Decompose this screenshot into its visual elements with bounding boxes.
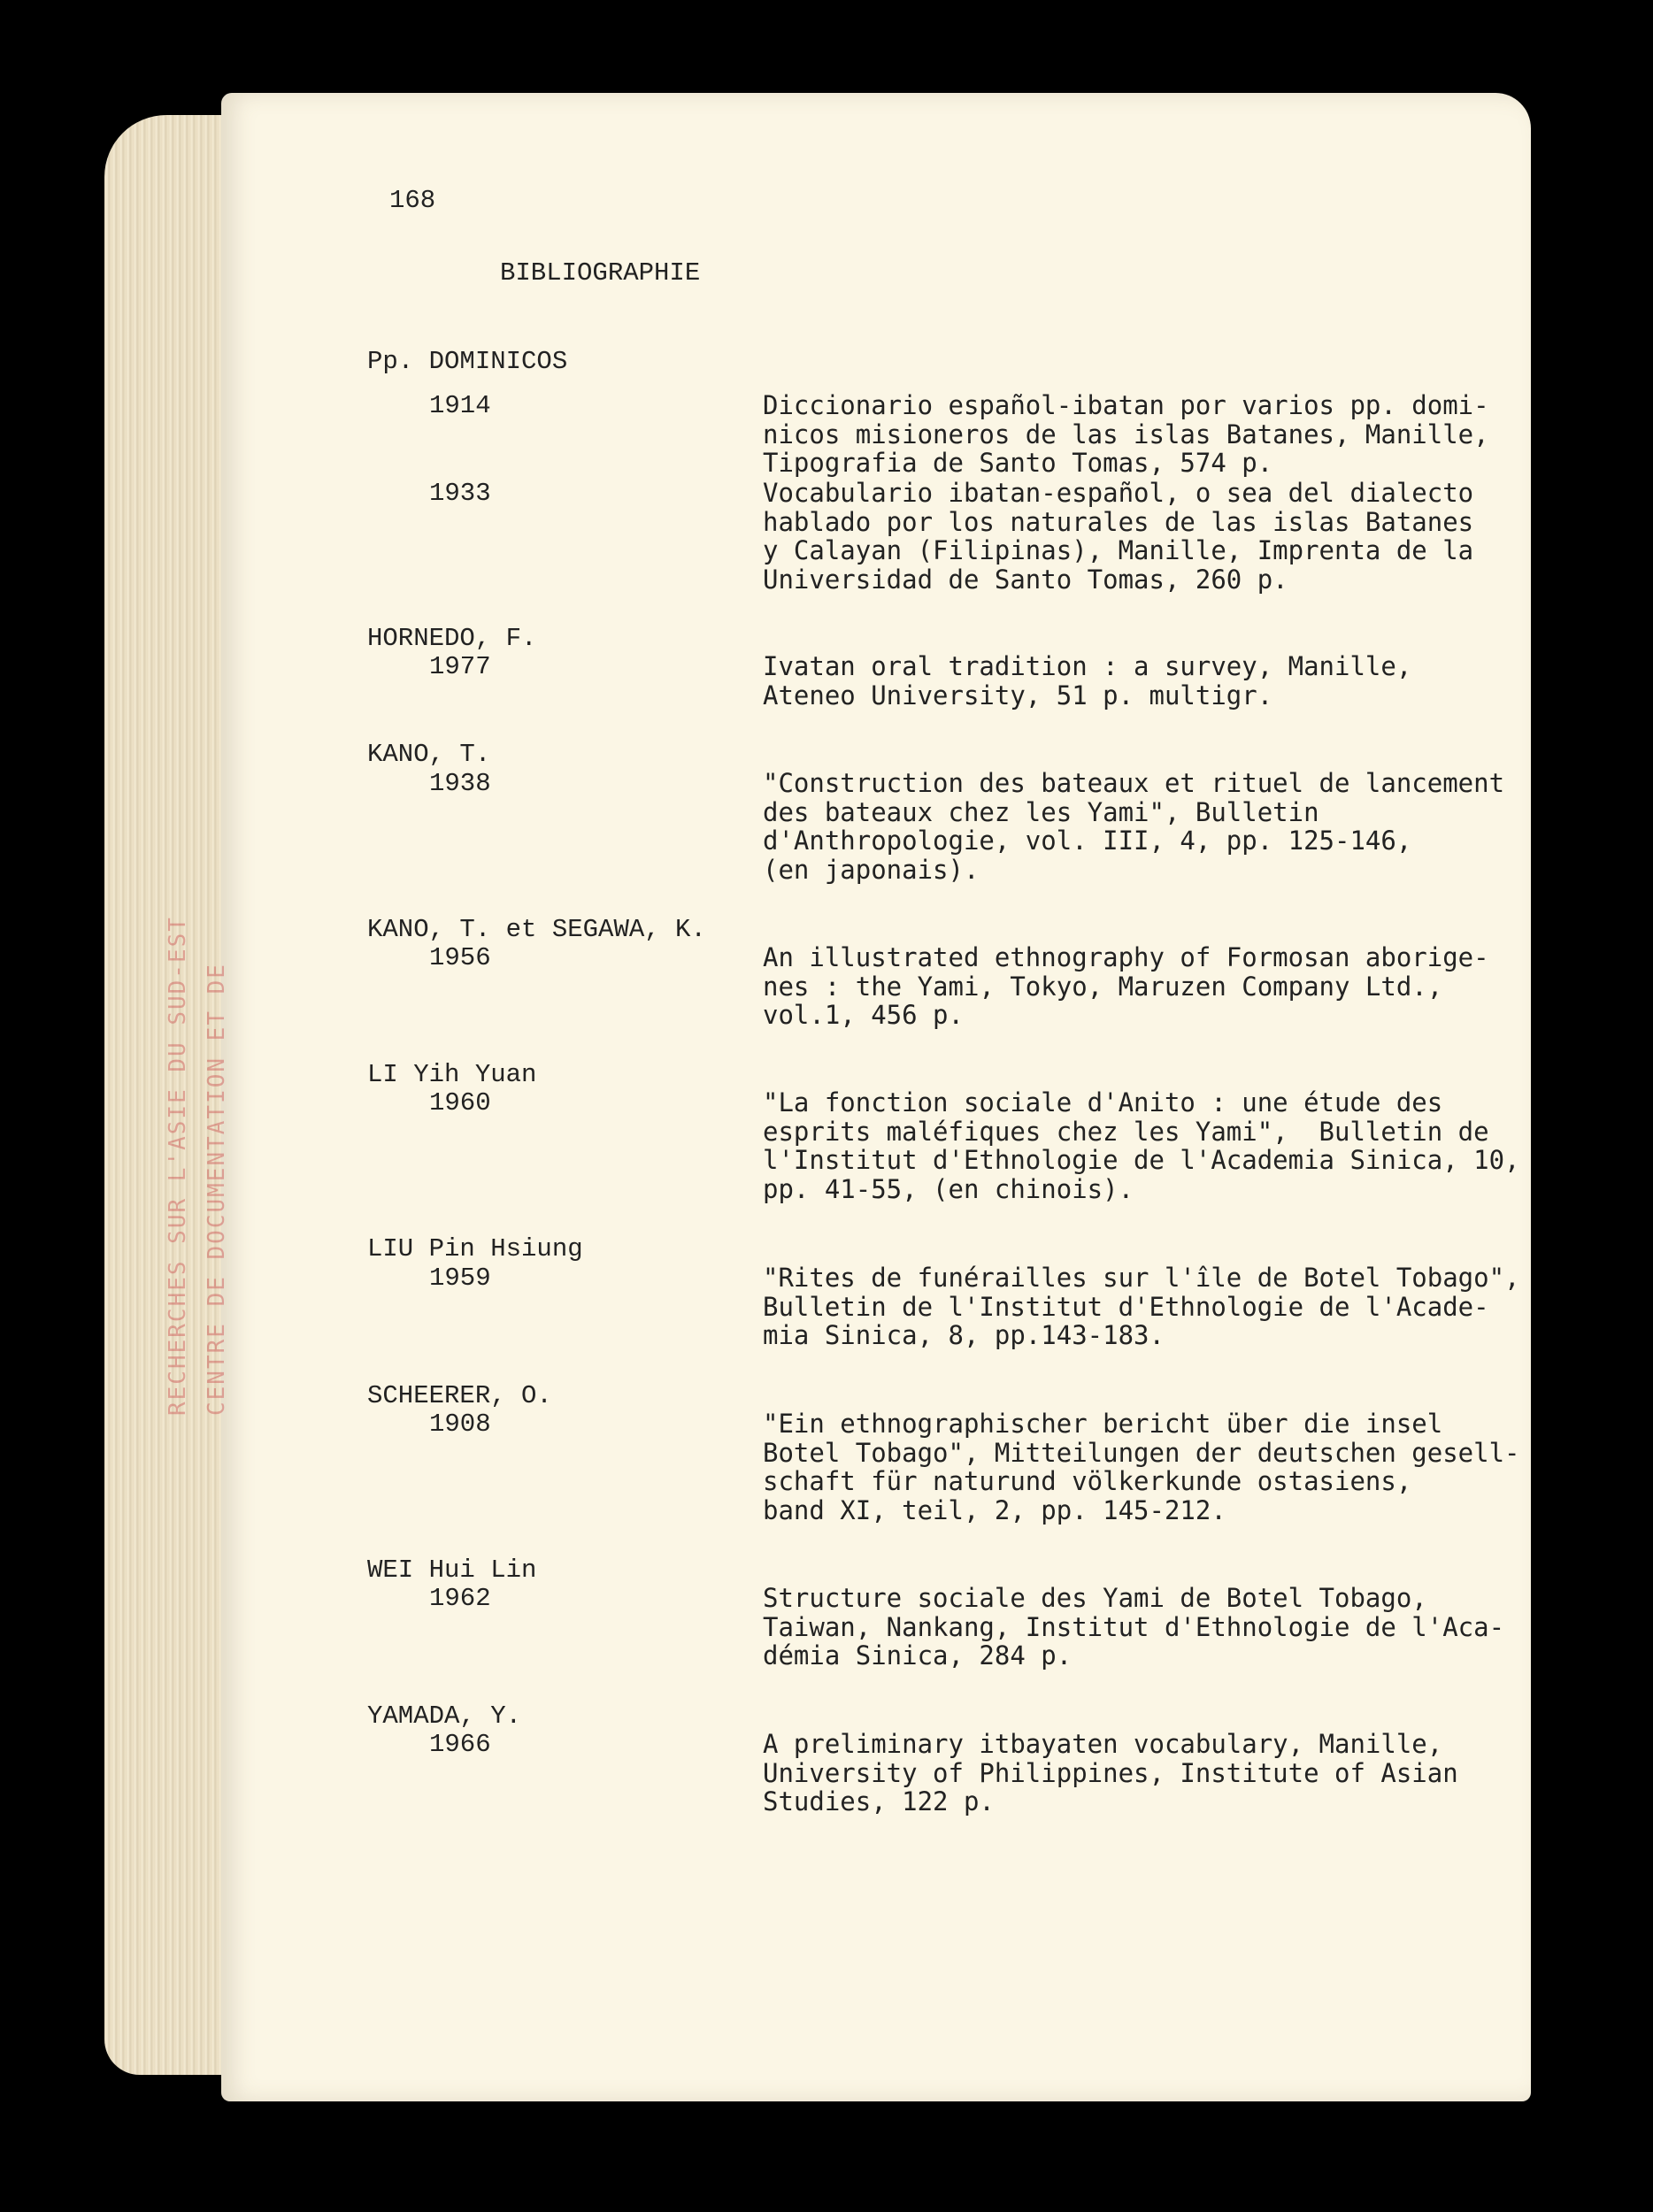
entry-author: SCHEERER, O. (367, 1381, 552, 1410)
entry-citation: An illustrated ethnography of Formosan aborige- nes : the Yami, Tokyo, Maruzen Company Ltd., vol.1, 456 p. (763, 942, 1489, 1031)
entry-year: 1938 (429, 769, 491, 798)
entry-year: 1959 (429, 1263, 491, 1293)
entry-year: 1914 (429, 391, 491, 420)
entry-author: KANO, T. (367, 740, 491, 769)
entry-year: 1956 (429, 943, 491, 972)
section-title: BIBLIOGRAPHIE (500, 258, 701, 288)
entry-citation: "Construction des bateaux et rituel de lancement des bateaux chez les Yami", Bulletin d'Anthropologie, vol. III, 4, pp. 125-146, (en japonais). (763, 768, 1505, 886)
entry-year: 1960 (429, 1088, 491, 1118)
entry-citation: "La fonction sociale d'Anito : une étude des esprits maléfiques chez les Yami", Bulletin l'Institut d'Ethnologie de l'Academia Sinica, pp. 41-55, (en chinois). (763, 1087, 1458, 1205)
entry-author: YAMADA, Y. (367, 1701, 522, 1731)
entry-author: WEI Hui Lin (367, 1555, 537, 1585)
entry-citation: "Ein ethnographischer bericht über die insel Botel Tobago", Mitteilungen der deutschen gesell- schaft für naturund völkerkunde ostasiens, band XI, teil, 2, pp. 145-212. (763, 1409, 1520, 1526)
entry-citation: Vocabulario ibatan-español, o sea del dialecto hablado por los naturales de las islas Batanes y Calayan (Filipinas), Manille, Imprenta de la Universidad de Santo Tomas, 260 p. (763, 478, 1474, 595)
stamp-line-2: RECHERCHES SUR L'ASIE DU SUD-EST (165, 916, 191, 1416)
entry-year: 1908 (429, 1409, 491, 1439)
entry-citation: "Rites de funérailles sur l'île de Botel Tobago", Bulletin de l'Institut d'Ethnologie de l'Acade- mia Sinica, 8, pp.143-183. (763, 1263, 1520, 1351)
entry-year: 1966 (429, 1730, 491, 1759)
entry-author: LI Yih Yuan (367, 1060, 537, 1089)
entry-year: 1933 (429, 479, 491, 508)
entry-author: HORNEDO, F. (367, 624, 537, 653)
entry-citation: Structure sociale des Yami de Botel Tobago, Taiwan, Nankang, Institut d'Ethnologie de l'Aca- démia Sinica, 284 p. (763, 1583, 1505, 1671)
entry-year: 1962 (429, 1584, 491, 1613)
page-number: 168 (389, 186, 436, 215)
entry-author: KANO, T. et SEGAWA, K. (367, 915, 706, 944)
entry-citation: Diccionario español-ibatan por varios pp. domi- nicos misioneros de las islas Batanes, Manille, Tipografia de Santo Tomas, 574 p. (763, 390, 1489, 479)
entry-author: LIU Pin Hsiung (367, 1234, 583, 1263)
library-stamp (133, 885, 230, 1416)
entry-author: Pp. DOMINICOS (367, 347, 568, 376)
entry-year: 1977 (429, 652, 491, 681)
entry-citation: Ivatan oral tradition : a survey, Manille, Ateneo University, 51 p. multigr. (763, 651, 1412, 710)
stamp-line-1: CENTRE DE DOCUMENTATION ET DE (204, 963, 230, 1416)
entry-citation: A preliminary itbayaten vocabulary, Manille, University of Philippines, Institute of Asian Studies, 122 p. (763, 1729, 1458, 1817)
